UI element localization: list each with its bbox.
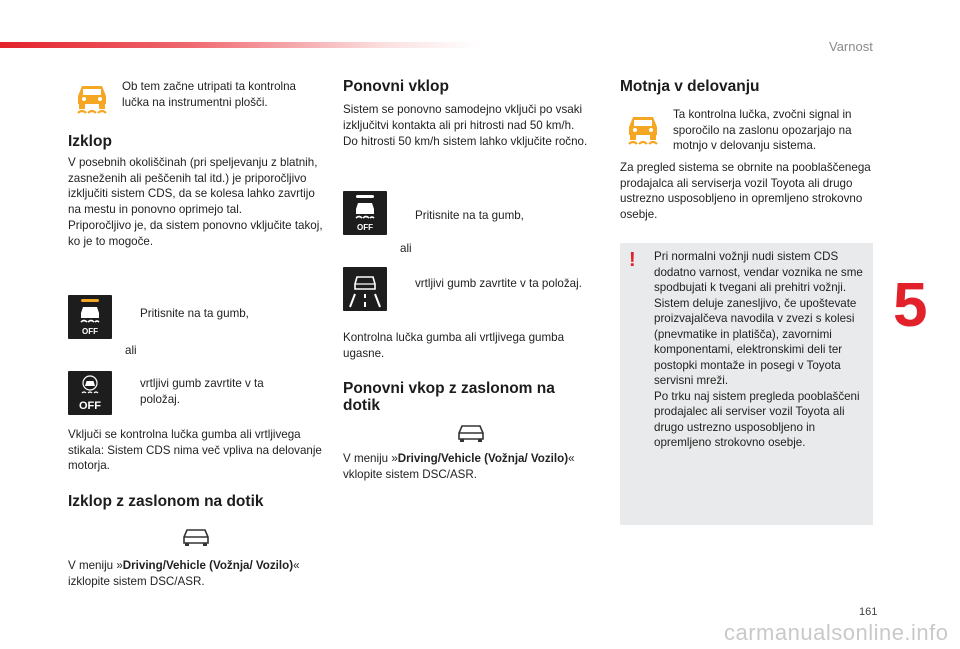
warning-paragraph: Po trku naj sistem pregleda pooblaščeni prodajalec ali serviser vozil Toyota ali drugo ustrezno usposobljeno in opremljeno strokovno osebje.: [654, 389, 860, 449]
section-title: Varnost: [829, 39, 873, 54]
step-rotary: vrtljivi gumb zavrtite v ta položaj.: [401, 276, 601, 292]
step-press-button: Pritisnite na ta gumb,: [126, 306, 326, 322]
motnja-intro-text: Ta kontrolna lučka, zvočni signal in sporočilo na zaslonu opozarjajo na motnjo v delovanju sistema.: [673, 108, 852, 152]
vklop-text: Sistem se ponovno samodejno vključi po vsaki izključitvi kontakta ali pri hitrosti nad 50 km/h.: [343, 103, 583, 132]
svg-text:OFF: OFF: [357, 223, 373, 232]
vklop-heading: Ponovni vklop: [343, 78, 449, 95]
vklop-touch-text: V meniju »Driving/Vehicle (Vožnja/ Vozilo)« vklopite sistem DSC/ASR.: [343, 452, 575, 481]
or-text: ali: [400, 242, 412, 255]
esp-off-rotary-icon: [68, 371, 112, 415]
step-rotary: vrtljivi gumb zavrtite v ta položaj.: [126, 376, 306, 407]
intro-text: Ob tem začne utripati ta kontrolna lučka na instrumentni plošči.: [122, 80, 296, 109]
bullet-icon: [126, 376, 140, 407]
warning-paragraph: Pri normalni vožnji nudi sistem CDS dodatno varnost, vendar voznika ne sme spodbujati k tvegani ali prehitri vožnji.: [654, 250, 863, 294]
car-touchscreen-icon: [455, 420, 487, 444]
bullet-icon: [126, 306, 140, 322]
watermark: carmanualsonline.info: [724, 620, 949, 645]
svg-text:OFF: OFF: [82, 327, 98, 336]
warning-paragraph: Sistem deluje zanesljivo, če upoštevate proizvajalčeva navodila v zvezi s kolesi (pnevmatike in platišča), zavornimi komponentami, elektronskimi deli ter postopki montaže in posegi v Toyota servisni mreži.: [654, 296, 857, 387]
vklop-touch-heading: Ponovni vkop z zaslonom na dotik: [343, 380, 555, 414]
vklop-text-2: Do hitrosti 50 km/h sistem lahko vključite ročno.: [343, 135, 588, 148]
page-number: 161: [859, 606, 878, 618]
izklop-heading: Izklop: [68, 133, 112, 150]
rotary-lane-icon: [343, 267, 387, 311]
skid-warning-lamp-icon: [72, 80, 112, 118]
car-touchscreen-icon: [180, 524, 212, 548]
izklop-touch-heading: Izklop z zaslonom na dotik: [68, 493, 264, 510]
step-press-button: Pritisnite na ta gumb,: [401, 208, 601, 224]
izklop-text: V posebnih okoliščinah (pri speljevanju z blatnih, zasneženih ali peščenih tal itd.) je priporočljivo izključiti sistem CDS, da se kolesa lahko zavrtijo na mestu in ponovno oprimejo tal.: [68, 156, 318, 216]
esp-off-button-icon: [343, 191, 387, 235]
or-text: ali: [125, 344, 137, 357]
izklop-after-text: Vključi se kontrolna lučka gumba ali vrtljivega stikala: Sistem CDS nima več vpliva na delovanje motorja.: [68, 428, 322, 472]
esp-off-button-icon: [68, 295, 112, 339]
motnja-text: Za pregled sistema se obrnite na pooblaščenega prodajalca ali serviserja vozil Toyota ali drugo ustrezno usposobljeno in opremljeno strokovno osebje.: [620, 161, 871, 221]
izklop-touch-text: V meniju »Driving/Vehicle (Vožnja/ Vozilo)« izklopite sistem DSC/ASR.: [68, 559, 300, 588]
motnja-heading: Motnja v delovanju: [620, 78, 760, 95]
izklop-text-2: Priporočljivo je, da sistem ponovno vključite takoj, ko je to mogoče.: [68, 219, 323, 248]
skid-warning-lamp-icon: [623, 111, 663, 149]
chapter-number: 5: [893, 271, 928, 340]
warning-exclamation-icon: !: [629, 249, 636, 271]
bullet-icon: [401, 208, 415, 224]
warning-text: [654, 249, 872, 451]
header-accent-bar: [0, 42, 480, 48]
bullet-icon: [401, 276, 415, 292]
vklop-after-text: Kontrolna lučka gumba ali vrtljivega gumba ugasne.: [343, 331, 565, 360]
svg-text:OFF: OFF: [79, 400, 101, 412]
